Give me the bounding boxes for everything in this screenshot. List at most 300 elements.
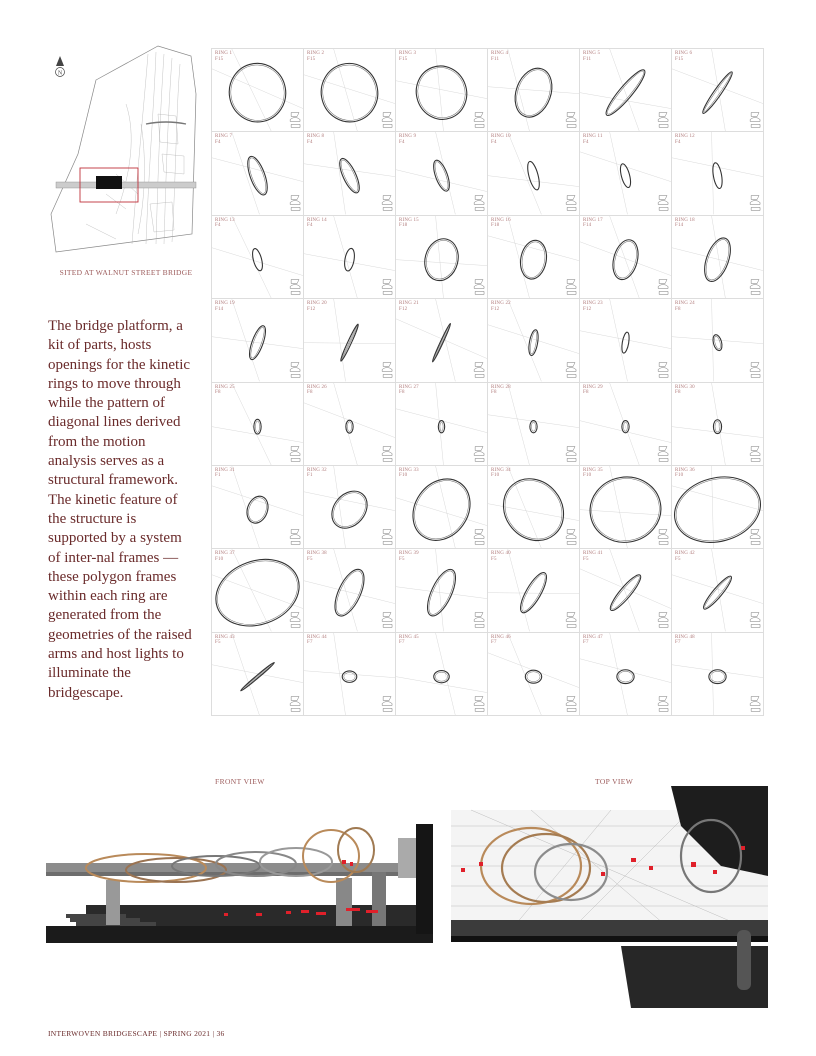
ring-label: [215, 385, 235, 396]
ring-outline: [709, 669, 726, 683]
front-view-render: [46, 818, 433, 943]
frame-number: F15: [675, 56, 684, 62]
ring-frame-cell: [580, 216, 672, 299]
ring-outline: [621, 332, 631, 354]
ring-label: [491, 51, 508, 62]
ring-label: [307, 218, 327, 229]
frame-number: F7: [675, 640, 681, 646]
construction-line: [610, 383, 640, 465]
ring-frame-cell: [396, 216, 488, 299]
ring-label: [491, 218, 511, 229]
frame-number: F4: [307, 139, 313, 145]
ring-label: [307, 51, 324, 62]
construction-line: [436, 549, 444, 631]
construction-line: [580, 93, 671, 109]
ring-frame-cell: [488, 132, 580, 215]
frame-glyph-icon: [474, 279, 484, 294]
ring-frame-cell: [304, 299, 396, 382]
ring-label: [399, 301, 419, 312]
ring-label: [583, 551, 603, 562]
frame-glyph-icon: [290, 529, 300, 544]
ring-frame-cell: [488, 383, 580, 466]
top-view-label: TOP VIEW: [595, 777, 634, 786]
construction-line: [508, 383, 530, 465]
frame-glyph-icon: [290, 446, 300, 461]
ring-number: RING 8: [307, 134, 325, 140]
ring-inner-outline: [702, 72, 732, 113]
ring-frame-cell: [304, 466, 396, 549]
construction-line: [396, 587, 487, 599]
ring-frame-cell: [580, 633, 672, 716]
ring-frame-grid: [211, 48, 764, 716]
construction-line: [304, 581, 395, 604]
ring-label: [215, 635, 235, 646]
ring-inner-outline: [493, 469, 573, 549]
ring-frame-cell: [488, 49, 580, 132]
frame-glyph-icon: [658, 529, 668, 544]
ring-frame-cell: [580, 549, 672, 632]
ring-frame-cell: [672, 383, 764, 466]
ring-frame-cell: [580, 299, 672, 382]
construction-line: [396, 259, 487, 265]
frame-number: F15: [307, 56, 316, 62]
construction-line: [334, 633, 346, 715]
construction-line: [580, 152, 671, 182]
frame-number: F12: [307, 306, 316, 312]
ring-frame-cell: [396, 299, 488, 382]
ring-frame-cell: [212, 132, 304, 215]
ring-outline: [617, 669, 634, 683]
frame-glyph-icon: [474, 196, 484, 211]
frame-number: F10: [399, 473, 408, 479]
ring-frame-cell: [396, 466, 488, 549]
ring-frame-cell: [580, 132, 672, 215]
ring-number: RING 32: [307, 467, 327, 473]
ring-inner-outline: [518, 572, 549, 614]
ring-outline: [225, 59, 291, 127]
ring-label: [215, 301, 235, 312]
frame-glyph-icon: [750, 696, 760, 711]
ring-number: RING 2: [307, 51, 325, 56]
frame-glyph-icon: [566, 446, 576, 461]
construction-line: [610, 299, 628, 381]
ring-outline: [315, 57, 385, 128]
frame-number: F10: [583, 473, 592, 479]
frame-number: F8: [215, 390, 221, 395]
frame-number: F18: [399, 223, 408, 229]
construction-line: [232, 383, 272, 465]
construction-line: [672, 486, 763, 511]
frame-glyph-icon: [566, 196, 576, 211]
frame-glyph-icon: [658, 113, 668, 128]
ring-number: RING 26: [307, 384, 327, 390]
frame-glyph-icon: [658, 279, 668, 294]
construction-line: [488, 176, 579, 187]
ring-label: [675, 635, 695, 646]
construction-line: [396, 81, 487, 99]
ring-label: [307, 301, 327, 312]
ring-frame-cell: [304, 132, 396, 215]
ring-number: RING 24: [675, 301, 695, 307]
frame-number: F8: [583, 390, 589, 395]
construction-line: [212, 337, 303, 349]
construction-line: [672, 158, 763, 177]
ring-outline: [509, 63, 559, 122]
frame-number: F4: [215, 139, 221, 145]
ring-label: [583, 218, 603, 229]
ring-number: RING 38: [307, 551, 327, 557]
frame-glyph-icon: [750, 363, 760, 378]
body-paragraph: The bridge platform, a kit of parts, hosts openings for the kinetic rings to move through while the pattern of diagonal lines derived from the motion analysis serves as a structural framework. The kinetic feature of the structure is supported by a system of inter-nal frames — these polygon frames within each ring are generated from the geometries of the raised arms and host lights to illuminate the bridgescape.: [48, 318, 192, 701]
ring-number: RING 22: [491, 301, 511, 307]
frame-number: F11: [491, 56, 500, 62]
ring-label: [675, 468, 695, 479]
ring-inner-outline: [344, 672, 355, 680]
ring-label: [399, 134, 416, 145]
ring-frame-cell: [396, 132, 488, 215]
frame-glyph-icon: [750, 529, 760, 544]
ring-label: [307, 385, 327, 396]
ring-frame-cell: [212, 383, 304, 466]
frame-number: F4: [675, 139, 681, 145]
ring-outline: [525, 670, 541, 683]
ring-inner-outline: [435, 672, 447, 681]
ring-label: [675, 218, 695, 229]
frame-glyph-icon: [382, 279, 392, 294]
ring-label: [215, 218, 235, 229]
construction-line: [304, 492, 395, 511]
site-plan-map: [46, 44, 206, 259]
ring-frame-cell: [580, 466, 672, 549]
frame-number: F1: [307, 473, 313, 479]
ring-outline: [329, 565, 370, 620]
ring-outline: [430, 159, 452, 194]
ring-inner-outline: [226, 61, 288, 125]
construction-line: [436, 633, 456, 715]
ring-outline: [339, 324, 359, 362]
ring-number: RING 5: [583, 51, 601, 56]
ring-outline: [618, 163, 632, 189]
ring-label: [399, 468, 419, 479]
ring-label: [399, 635, 419, 646]
ring-label: [675, 301, 695, 312]
ring-frame-cell: [212, 49, 304, 132]
ring-number: RING 47: [583, 634, 603, 640]
ring-number: RING 7: [215, 134, 233, 140]
construction-line: [212, 664, 303, 682]
construction-line: [436, 383, 444, 465]
ring-outline: [700, 70, 735, 116]
ring-inner-outline: [347, 421, 351, 431]
construction-line: [580, 510, 671, 516]
frame-glyph-icon: [382, 196, 392, 211]
ring-frame-cell: [488, 216, 580, 299]
frame-number: F1: [215, 473, 221, 479]
frame-glyph-icon: [290, 363, 300, 378]
frame-number: F10: [215, 556, 224, 562]
ring-inner-outline: [531, 422, 535, 431]
ring-number: RING 33: [399, 467, 419, 473]
ring-frame-cell: [304, 216, 396, 299]
ring-outline: [516, 570, 551, 617]
construction-line: [436, 216, 444, 298]
ring-number: RING 16: [491, 217, 511, 223]
frame-glyph-icon: [750, 279, 760, 294]
front-view-label: FRONT VIEW: [215, 777, 265, 786]
construction-line: [580, 420, 671, 442]
ring-outline: [343, 247, 356, 271]
ring-number: RING 28: [491, 384, 511, 390]
ring-number: RING 27: [399, 384, 419, 390]
ring-number: RING 10: [491, 134, 511, 140]
construction-line: [334, 299, 346, 381]
ring-number: RING 3: [399, 51, 417, 56]
ring-inner-outline: [327, 486, 372, 533]
ring-frame-cell: [396, 549, 488, 632]
ring-number: RING 11: [583, 134, 603, 140]
ring-number: RING 25: [215, 384, 235, 390]
construction-line: [304, 253, 395, 270]
ring-frame-cell: [396, 383, 488, 466]
frame-number: F4: [583, 139, 589, 145]
frame-glyph-icon: [750, 113, 760, 128]
construction-line: [712, 216, 726, 298]
ring-label: [491, 635, 511, 646]
ring-label: [491, 385, 511, 396]
ring-label: [399, 51, 416, 62]
construction-line: [334, 549, 358, 631]
ring-frame-cell: [488, 299, 580, 382]
frame-number: F8: [399, 390, 405, 395]
ring-inner-outline: [587, 473, 665, 546]
frame-number: F14: [675, 223, 684, 229]
frame-glyph-icon: [750, 196, 760, 211]
frame-glyph-icon: [382, 446, 392, 461]
ring-frame-cell: [212, 466, 304, 549]
ring-frame-cell: [488, 466, 580, 549]
frame-number: F5: [399, 556, 405, 562]
ring-outline: [254, 419, 261, 434]
ring-inner-outline: [440, 422, 443, 431]
frame-glyph-icon: [382, 113, 392, 128]
frame-glyph-icon: [566, 363, 576, 378]
construction-line: [232, 633, 260, 715]
ring-frame-cell: [396, 49, 488, 132]
ring-inner-outline: [403, 470, 479, 548]
ring-number: RING 42: [675, 551, 695, 557]
construction-line: [334, 132, 346, 214]
frame-glyph-icon: [566, 529, 576, 544]
construction-line: [396, 676, 487, 692]
ring-frame-cell: [488, 549, 580, 632]
ring-label: [491, 301, 511, 312]
north-label: N: [57, 70, 63, 77]
frame-number: F5: [675, 556, 681, 562]
frame-number: F4: [399, 139, 405, 145]
construction-line: [232, 132, 260, 214]
frame-number: F8: [307, 390, 313, 395]
construction-line: [488, 414, 579, 427]
frame-number: F4: [491, 139, 497, 145]
ring-outline: [713, 419, 721, 433]
ring-label: [307, 468, 327, 479]
frame-glyph-icon: [290, 613, 300, 628]
frame-glyph-icon: [658, 363, 668, 378]
ring-label: [583, 134, 603, 145]
ring-label: [583, 51, 600, 62]
ring-inner-outline: [341, 326, 358, 360]
construction-line: [672, 337, 763, 344]
ring-outline: [525, 161, 541, 192]
ring-label: [215, 468, 235, 479]
frame-number: F11: [583, 56, 592, 62]
ring-number: RING 31: [215, 467, 235, 473]
ring-frame-cell: [672, 216, 764, 299]
ring-frame-cell: [396, 633, 488, 716]
construction-line: [212, 248, 303, 276]
ring-number: RING 14: [307, 217, 327, 223]
frame-number: F12: [491, 306, 500, 312]
ring-frame-cell: [580, 383, 672, 466]
ring-number: RING 18: [675, 217, 695, 223]
construction-line: [212, 426, 303, 442]
frame-number: F7: [307, 640, 313, 646]
ring-label: [307, 551, 327, 562]
top-view-render: [451, 786, 768, 1008]
frame-number: F5: [307, 556, 313, 562]
frame-glyph-icon: [566, 279, 576, 294]
ring-number: RING 23: [583, 301, 603, 307]
ring-number: RING 4: [491, 51, 509, 56]
ring-outline: [711, 334, 723, 352]
frame-number: F8: [491, 390, 497, 395]
ring-frame-cell: [212, 216, 304, 299]
construction-line: [488, 236, 579, 261]
frame-glyph-icon: [566, 113, 576, 128]
frame-glyph-icon: [474, 363, 484, 378]
ring-inner-outline: [317, 59, 383, 126]
construction-line: [610, 132, 628, 214]
ring-inner-outline: [255, 420, 259, 431]
ring-number: RING 40: [491, 551, 511, 557]
frame-number: F7: [399, 640, 405, 646]
frame-number: F7: [491, 640, 497, 646]
frame-glyph-icon: [290, 196, 300, 211]
ring-outline: [672, 468, 763, 549]
ring-number: RING 12: [675, 134, 695, 140]
ring-inner-outline: [331, 568, 368, 619]
ring-number: RING 46: [491, 634, 511, 640]
ring-label: [583, 385, 603, 396]
construction-line: [580, 242, 671, 276]
ring-frame-cell: [672, 132, 764, 215]
ring-number: RING 43: [215, 634, 235, 640]
construction-line: [212, 575, 303, 609]
ring-outline: [240, 661, 275, 691]
ring-frame-cell: [672, 299, 764, 382]
frame-number: F4: [307, 223, 313, 229]
ring-number: RING 13: [215, 217, 235, 223]
ring-number: RING 34: [491, 467, 511, 473]
ring-number: RING 6: [675, 51, 693, 56]
frame-number: F5: [491, 556, 497, 562]
ring-number: RING 19: [215, 301, 235, 307]
frame-glyph-icon: [658, 446, 668, 461]
ring-inner-outline: [529, 331, 538, 354]
frame-glyph-icon: [382, 696, 392, 711]
construction-line: [580, 658, 671, 682]
frame-number: F14: [215, 306, 224, 312]
ring-number: RING 41: [583, 551, 603, 557]
ring-inner-outline: [715, 421, 720, 432]
frame-glyph-icon: [750, 613, 760, 628]
ring-inner-outline: [527, 671, 540, 681]
frame-glyph-icon: [290, 279, 300, 294]
ring-frame-cell: [212, 549, 304, 632]
ring-label: [491, 551, 511, 562]
construction-line: [488, 325, 579, 354]
construction-line: [396, 498, 487, 526]
ring-inner-outline: [672, 469, 763, 548]
frame-number: F10: [491, 473, 500, 479]
frame-number: F5: [583, 556, 589, 562]
construction-line: [334, 383, 358, 465]
ring-number: RING 29: [583, 384, 603, 390]
ring-frame-cell: [672, 49, 764, 132]
ring-number: RING 21: [399, 301, 419, 307]
ring-label: [675, 385, 695, 396]
ring-inner-outline: [618, 671, 632, 682]
ring-inner-outline: [422, 237, 461, 282]
ring-number: RING 15: [399, 217, 419, 223]
frame-number: F8: [675, 390, 681, 395]
ring-label: [399, 385, 419, 396]
frame-glyph-icon: [382, 529, 392, 544]
frame-glyph-icon: [658, 196, 668, 211]
ring-inner-outline: [411, 61, 472, 125]
ring-number: RING 45: [399, 634, 419, 640]
frame-number: F15: [215, 56, 224, 62]
ring-inner-outline: [511, 65, 557, 120]
ring-frame-cell: [304, 49, 396, 132]
construction-line: [212, 158, 303, 182]
ring-frame-cell: [212, 633, 304, 716]
frame-glyph-icon: [474, 613, 484, 628]
construction-line: [580, 569, 671, 609]
frame-glyph-icon: [290, 113, 300, 128]
construction-line: [508, 132, 542, 214]
construction-line: [488, 504, 579, 521]
ring-label: [583, 635, 603, 646]
construction-line: [436, 466, 456, 548]
ring-frame-cell: [672, 466, 764, 549]
frame-glyph-icon: [658, 696, 668, 711]
ring-outline: [700, 574, 734, 612]
ring-label: [399, 551, 419, 562]
frame-glyph-icon: [474, 529, 484, 544]
construction-line: [304, 75, 395, 104]
frame-glyph-icon: [474, 113, 484, 128]
ring-frame-cell: [488, 633, 580, 716]
ring-frame-cell: [212, 299, 304, 382]
ring-inner-outline: [433, 325, 450, 361]
construction-line: [304, 670, 395, 677]
construction-line: [334, 466, 346, 548]
frame-glyph-icon: [382, 613, 392, 628]
ring-number: RING 48: [675, 634, 695, 640]
site-caption: SITED AT WALNUT STREET BRIDGE: [59, 268, 193, 277]
construction-line: [212, 486, 303, 516]
